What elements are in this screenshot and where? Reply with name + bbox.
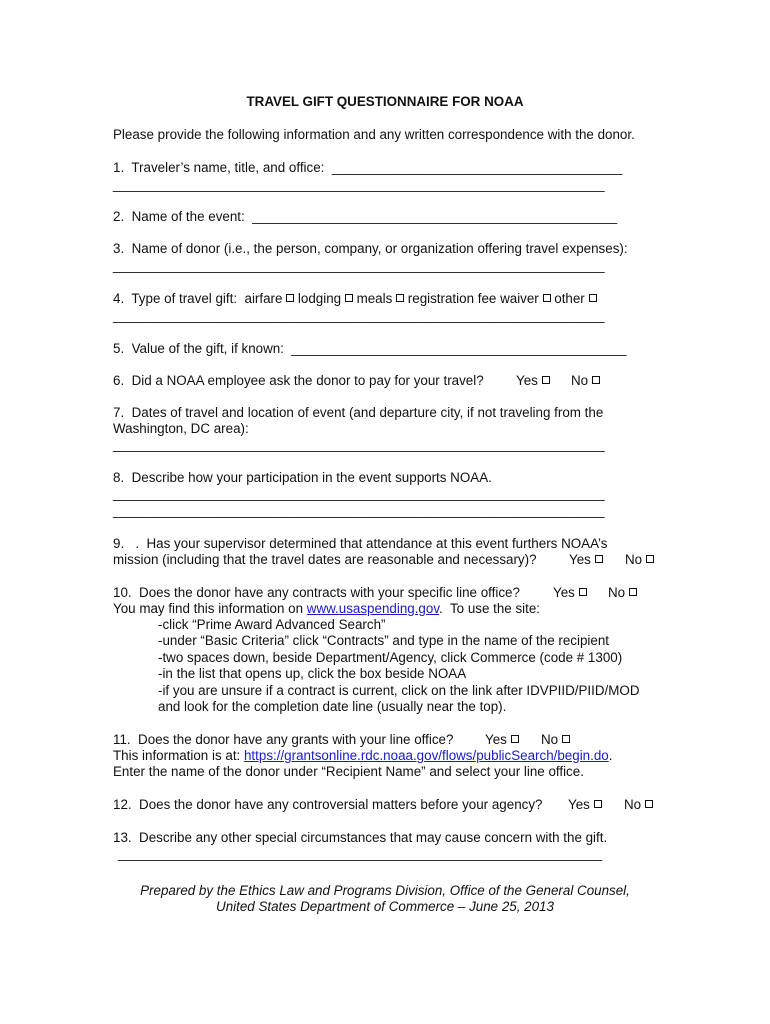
q10-yes-label: Yes xyxy=(553,585,575,600)
q8-answer-line-2[interactable]: __________________________________________________________________ xyxy=(113,503,605,518)
meals-label: meals xyxy=(356,291,393,306)
q10-info-suffix: . To use the site: xyxy=(439,601,541,616)
q6-no-checkbox[interactable] xyxy=(592,376,600,384)
lodging-label: lodging xyxy=(297,291,342,306)
registration-checkbox[interactable] xyxy=(543,294,551,302)
q3-donor-name: 3. Name of donor (i.e., the person, company, or organization offering travel expenses): xyxy=(113,241,628,256)
q4-type-of-gift xyxy=(113,291,597,307)
q10-no-label: No xyxy=(608,585,626,600)
q11-info-suffix: . xyxy=(608,748,613,763)
q12-yes-option[interactable] xyxy=(568,797,602,813)
q12-no-checkbox[interactable] xyxy=(645,800,653,808)
q11-info-line xyxy=(113,748,612,764)
q11-no-label: No xyxy=(541,732,559,747)
airfare-checkbox[interactable] xyxy=(286,294,294,302)
q9-no-option[interactable] xyxy=(625,552,654,568)
q10-step: -under “Basic Criteria” click “Contracts” and type in the name of the recipient xyxy=(158,633,610,648)
q12-yes-checkbox[interactable] xyxy=(594,800,602,808)
q5-gift-value: 5. Value of the gift, if known: _____________________________________________ xyxy=(113,341,627,356)
q12-no-label: No xyxy=(624,797,642,812)
q7-dates-line1: 7. Dates of travel and location of event (and departure city, if not traveling from the xyxy=(113,405,604,420)
q10-step: -in the list that opens up, click the box beside NOAA xyxy=(158,666,467,681)
intro-text: Please provide the following information and any written correspondence with the donor. xyxy=(113,127,635,142)
q6-yes-label: Yes xyxy=(516,373,538,388)
q1-answer-line[interactable]: __________________________________________________________________ xyxy=(113,177,605,192)
q11-yes-option[interactable] xyxy=(485,732,519,748)
usaspending-link[interactable]: www.usaspending.gov xyxy=(306,601,440,616)
q7-dates-line2: Washington, DC area): xyxy=(113,421,249,436)
q11-no-option[interactable] xyxy=(541,732,570,748)
q11-yes-label: Yes xyxy=(485,732,507,747)
q11-grants: 11. Does the donor have any grants with your line office? xyxy=(113,732,454,747)
q9-yes-option[interactable] xyxy=(569,552,603,568)
footer-line1: Prepared by the Ethics Law and Programs Division, Office of the General Counsel, xyxy=(140,883,630,898)
q10-step: -click “Prime Award Advanced Search” xyxy=(158,617,386,632)
q9-yes-label: Yes xyxy=(569,552,591,567)
q10-step: -if you are unsure if a contract is current, click on the link after IDVPIID/PIID/MOD xyxy=(158,683,640,698)
q4-answer-line[interactable]: __________________________________________________________________ xyxy=(113,308,605,323)
q9-yes-checkbox[interactable] xyxy=(595,555,603,563)
q11-instruction: Enter the name of the donor under “Recipient Name” and select your line office. xyxy=(113,764,584,779)
q1-travelers-name: 1. Traveler’s name, title, and office: _______________________________________ xyxy=(113,160,623,175)
lodging-checkbox[interactable] xyxy=(345,294,353,302)
q10-step: and look for the completion date line (usually near the top). xyxy=(158,699,507,714)
q4-label: 4. Type of travel gift: airfare xyxy=(113,291,283,306)
grantsonline-link[interactable]: https://grantsonline.rdc.noaa.gov/flows/publicSearch/begin.do xyxy=(243,748,609,763)
q2-event-name: 2. Name of the event: _________________________________________________ xyxy=(113,209,618,224)
footer-line2: United States Department of Commerce – June 25, 2013 xyxy=(216,899,554,914)
other-checkbox[interactable] xyxy=(589,294,597,302)
q10-no-option[interactable] xyxy=(608,585,637,601)
q10-contracts: 10. Does the donor have any contracts with your specific line office? xyxy=(113,585,520,600)
q11-no-checkbox[interactable] xyxy=(562,735,570,743)
q12-no-option[interactable] xyxy=(624,797,653,813)
registration-label: registration fee waiver xyxy=(407,291,539,306)
q13-answer-line[interactable]: _________________________________________________________________ xyxy=(118,846,603,861)
q12-controversial: 12. Does the donor have any controversial matters before your agency? xyxy=(113,797,543,812)
q10-yes-checkbox[interactable] xyxy=(579,588,587,596)
q10-info-line xyxy=(113,601,540,617)
q9-no-label: No xyxy=(625,552,643,567)
q6-no-option[interactable] xyxy=(571,373,600,389)
q6-no-label: No xyxy=(571,373,589,388)
q8-answer-line-1[interactable]: __________________________________________________________________ xyxy=(113,486,605,501)
q12-yes-label: Yes xyxy=(568,797,590,812)
q9-no-checkbox[interactable] xyxy=(646,555,654,563)
q11-info-prefix: This information is at: xyxy=(113,748,244,763)
q10-info-prefix: You may find this information on xyxy=(113,601,307,616)
q3-answer-line[interactable]: __________________________________________________________________ xyxy=(113,258,605,273)
q10-step: -two spaces down, beside Department/Agency, click Commerce (code # 1300) xyxy=(158,650,623,665)
q11-yes-checkbox[interactable] xyxy=(511,735,519,743)
q10-yes-option[interactable] xyxy=(553,585,587,601)
q6-yes-option[interactable] xyxy=(516,373,550,389)
q8-participation: 8. Describe how your participation in the event supports NOAA. xyxy=(113,470,492,485)
q6-yes-checkbox[interactable] xyxy=(542,376,550,384)
meals-checkbox[interactable] xyxy=(396,294,404,302)
document-title: TRAVEL GIFT QUESTIONNAIRE FOR NOAA xyxy=(246,94,524,109)
q13-special-circumstances: 13. Describe any other special circumstances that may cause concern with the gift. xyxy=(113,830,608,845)
other-label: other xyxy=(554,291,585,306)
q10-no-checkbox[interactable] xyxy=(629,588,637,596)
q9-supervisor-line1: 9. . Has your supervisor determined that attendance at this event furthers NOAA’s xyxy=(113,536,608,551)
q6-employee-ask: 6. Did a NOAA employee ask the donor to pay for your travel? xyxy=(113,373,484,388)
q7-answer-line[interactable]: __________________________________________________________________ xyxy=(113,437,605,452)
q9-supervisor-line2: mission (including that the travel dates are reasonable and necessary)? xyxy=(113,552,537,567)
